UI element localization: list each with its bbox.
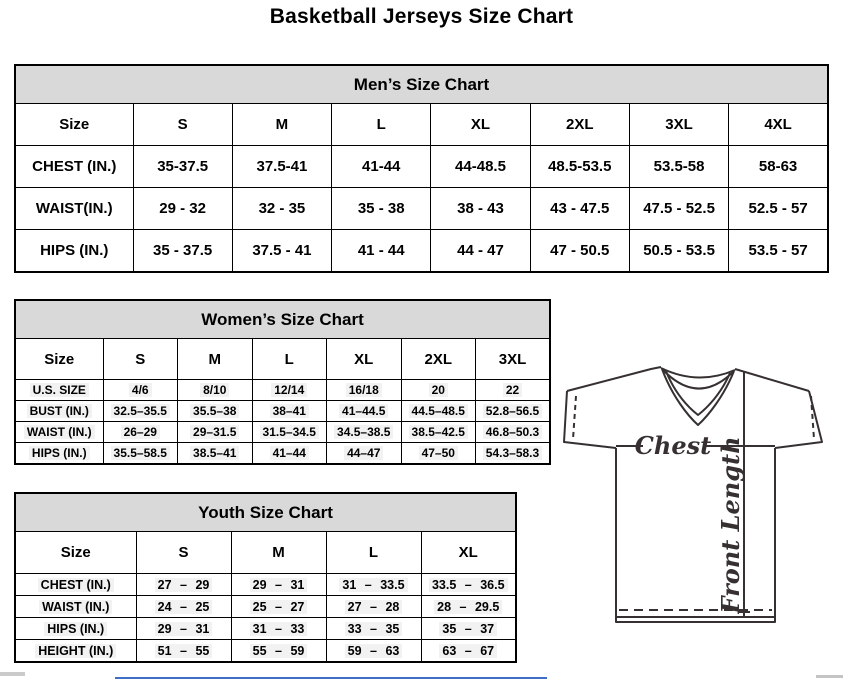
size-cell: 37.5-41 (232, 146, 331, 188)
size-cell (476, 380, 551, 401)
mens-table-title: Men’s Size Chart (15, 65, 828, 104)
table-row (15, 596, 516, 618)
size-cell (231, 596, 326, 618)
row-label (15, 380, 103, 401)
size-value: 32.5–35.5 (111, 404, 170, 418)
table-row (15, 146, 828, 188)
size-value: 25 – 27 (250, 600, 308, 614)
table-row (15, 300, 550, 339)
collar-line (661, 368, 735, 378)
row-label (15, 443, 103, 465)
row-label (15, 422, 103, 443)
size-value: 26–29 (121, 425, 160, 439)
column-header: L (326, 532, 421, 574)
size-cell: 50.5 - 53.5 (629, 230, 728, 273)
size-cell: 35 - 37.5 (133, 230, 232, 273)
size-cell (231, 618, 326, 640)
size-cell (252, 401, 327, 422)
size-cell (327, 401, 402, 422)
size-value: 27 – 28 (345, 600, 403, 614)
column-header: 2XL (401, 339, 476, 380)
table-row (15, 230, 828, 273)
front-length-measure-label: Front Length (716, 436, 745, 614)
table-row (15, 493, 516, 532)
row-label-text: HEIGHT (IN.) (35, 644, 116, 658)
size-cell (136, 618, 231, 640)
size-cell (103, 422, 178, 443)
column-header: M (231, 532, 326, 574)
row-label-text: HIPS (IN.) (29, 446, 90, 460)
size-cell (231, 574, 326, 596)
jersey-outline (775, 391, 822, 448)
size-cell (252, 422, 327, 443)
size-value: 35.5–38 (190, 404, 239, 418)
size-cell: 47 - 50.5 (530, 230, 629, 273)
mens-size-table (14, 64, 829, 273)
youth-table-title: Youth Size Chart (15, 493, 516, 532)
size-value: 8/10 (200, 383, 229, 397)
size-cell (421, 618, 516, 640)
jersey-diagram (562, 362, 830, 628)
size-cell: 43 - 47.5 (530, 188, 629, 230)
table-row (15, 380, 550, 401)
size-value: 4/6 (129, 383, 152, 397)
column-header: S (136, 532, 231, 574)
size-value: 31 – 33.5 (339, 578, 407, 592)
row-label-text: WAIST (IN.) (24, 425, 95, 439)
size-cell: 29 - 32 (133, 188, 232, 230)
row-label: HIPS (IN.) (15, 230, 133, 273)
size-value: 28 – 29.5 (434, 600, 502, 614)
row-label (15, 640, 136, 663)
size-value: 38.5–41 (190, 446, 239, 460)
size-cell (136, 596, 231, 618)
size-value: 52.8–56.5 (483, 404, 542, 418)
size-value: 29 – 31 (155, 622, 213, 636)
size-cell: 44 - 47 (431, 230, 530, 273)
size-value: 22 (503, 383, 522, 397)
size-cell (178, 401, 253, 422)
size-cell (178, 443, 253, 465)
size-cell: 48.5-53.5 (530, 146, 629, 188)
column-header: M (232, 104, 331, 146)
size-cell: 58-63 (729, 146, 828, 188)
size-value: 44.5–48.5 (409, 404, 468, 418)
column-header: M (178, 339, 253, 380)
size-value: 35 – 37 (439, 622, 497, 636)
size-cell (327, 422, 402, 443)
row-label-text: HIPS (IN.) (44, 622, 107, 636)
size-cell: 53.5-58 (629, 146, 728, 188)
column-header: XL (431, 104, 530, 146)
size-value: 41–44 (270, 446, 309, 460)
table-row (15, 65, 828, 104)
column-header: 4XL (729, 104, 828, 146)
size-cell (326, 618, 421, 640)
table-row (15, 532, 516, 574)
size-value: 33 – 35 (345, 622, 403, 636)
size-value: 35.5–58.5 (111, 446, 170, 460)
size-value: 63 – 67 (439, 644, 497, 658)
youth-size-table (14, 492, 517, 663)
column-header: S (133, 104, 232, 146)
column-header: XL (421, 532, 516, 574)
table-row (15, 188, 828, 230)
jersey-outline (616, 448, 775, 622)
size-cell: 53.5 - 57 (729, 230, 828, 273)
row-label-text: WAIST (IN.) (39, 600, 112, 614)
size-cell (401, 380, 476, 401)
page-title: Basketball Jerseys Size Chart (269, 5, 574, 28)
size-cell: 35-37.5 (133, 146, 232, 188)
size-cell: 41 - 44 (332, 230, 431, 273)
column-header: Size (15, 104, 133, 146)
size-value: 31.5–34.5 (260, 425, 319, 439)
size-value: 16/18 (346, 383, 382, 397)
womens-size-table (14, 299, 551, 465)
size-cell: 52.5 - 57 (729, 188, 828, 230)
size-value: 59 – 63 (345, 644, 403, 658)
size-value: 55 – 59 (250, 644, 308, 658)
table-row (15, 640, 516, 663)
size-value: 29–31.5 (190, 425, 239, 439)
column-header: XL (327, 339, 402, 380)
size-value: 47–50 (419, 446, 458, 460)
size-cell (401, 401, 476, 422)
column-header: 3XL (476, 339, 551, 380)
jersey-outline (564, 391, 616, 448)
size-cell (103, 380, 178, 401)
size-cell (327, 380, 402, 401)
size-cell (476, 422, 551, 443)
row-label (15, 574, 136, 596)
size-value: 31 – 33 (250, 622, 308, 636)
size-value: 34.5–38.5 (334, 425, 393, 439)
size-value: 27 – 29 (155, 578, 213, 592)
size-cell (136, 640, 231, 663)
size-value: 41–44.5 (339, 404, 388, 418)
size-cell: 38 - 43 (431, 188, 530, 230)
table-row (15, 574, 516, 596)
table-row (15, 401, 550, 422)
row-label: WAIST(IN.) (15, 188, 133, 230)
size-cell (103, 401, 178, 422)
row-label: CHEST (IN.) (15, 146, 133, 188)
scrollbar-fragment-left[interactable] (0, 672, 25, 676)
size-cell (327, 443, 402, 465)
size-cell (326, 574, 421, 596)
size-cell: 32 - 35 (232, 188, 331, 230)
size-cell (178, 422, 253, 443)
size-cell (401, 422, 476, 443)
column-header: L (332, 104, 431, 146)
size-cell: 47.5 - 52.5 (629, 188, 728, 230)
size-value: 54.3–58.3 (483, 446, 542, 460)
size-value: 51 – 55 (155, 644, 213, 658)
size-value: 44–47 (344, 446, 383, 460)
size-cell (476, 401, 551, 422)
cuff-seam-dashed-line (573, 396, 576, 439)
size-cell (252, 380, 327, 401)
column-header: 3XL (629, 104, 728, 146)
size-cell (421, 596, 516, 618)
row-label-text: BUST (IN.) (27, 404, 92, 418)
size-cell: 41-44 (332, 146, 431, 188)
column-header: S (103, 339, 178, 380)
size-cell (231, 640, 326, 663)
size-cell (252, 443, 327, 465)
size-cell: 35 - 38 (332, 188, 431, 230)
size-value: 20 (429, 383, 448, 397)
size-value: 46.8–50.3 (483, 425, 542, 439)
size-cell: 44-48.5 (431, 146, 530, 188)
row-label (15, 618, 136, 640)
size-cell (103, 443, 178, 465)
size-cell (401, 443, 476, 465)
size-cell (476, 443, 551, 465)
row-label (15, 401, 103, 422)
scrollbar-fragment-right[interactable] (816, 675, 843, 678)
row-label-text: U.S. SIZE (30, 383, 89, 397)
column-header: Size (15, 339, 103, 380)
size-cell: 37.5 - 41 (232, 230, 331, 273)
chest-measure-label: Chest (634, 431, 712, 460)
table-row (15, 618, 516, 640)
column-header: Size (15, 532, 136, 574)
size-cell (178, 380, 253, 401)
row-label (15, 596, 136, 618)
table-row (15, 422, 550, 443)
size-value: 38.5–42.5 (409, 425, 468, 439)
womens-table-title: Women’s Size Chart (15, 300, 550, 339)
jersey-outline (735, 369, 809, 391)
size-value: 33.5 – 36.5 (429, 578, 508, 592)
size-cell (326, 640, 421, 663)
column-header: L (252, 339, 327, 380)
table-row (15, 443, 550, 465)
table-row (15, 104, 828, 146)
size-value: 12/14 (271, 383, 307, 397)
size-value: 29 – 31 (250, 578, 308, 592)
size-cell (136, 574, 231, 596)
column-header: 2XL (530, 104, 629, 146)
row-label-text: CHEST (IN.) (38, 578, 114, 592)
size-cell (421, 640, 516, 663)
size-value: 38–41 (270, 404, 309, 418)
jersey-outline (567, 367, 661, 391)
table-row (15, 339, 550, 380)
size-cell (326, 596, 421, 618)
size-value: 24 – 25 (155, 600, 213, 614)
size-cell (421, 574, 516, 596)
